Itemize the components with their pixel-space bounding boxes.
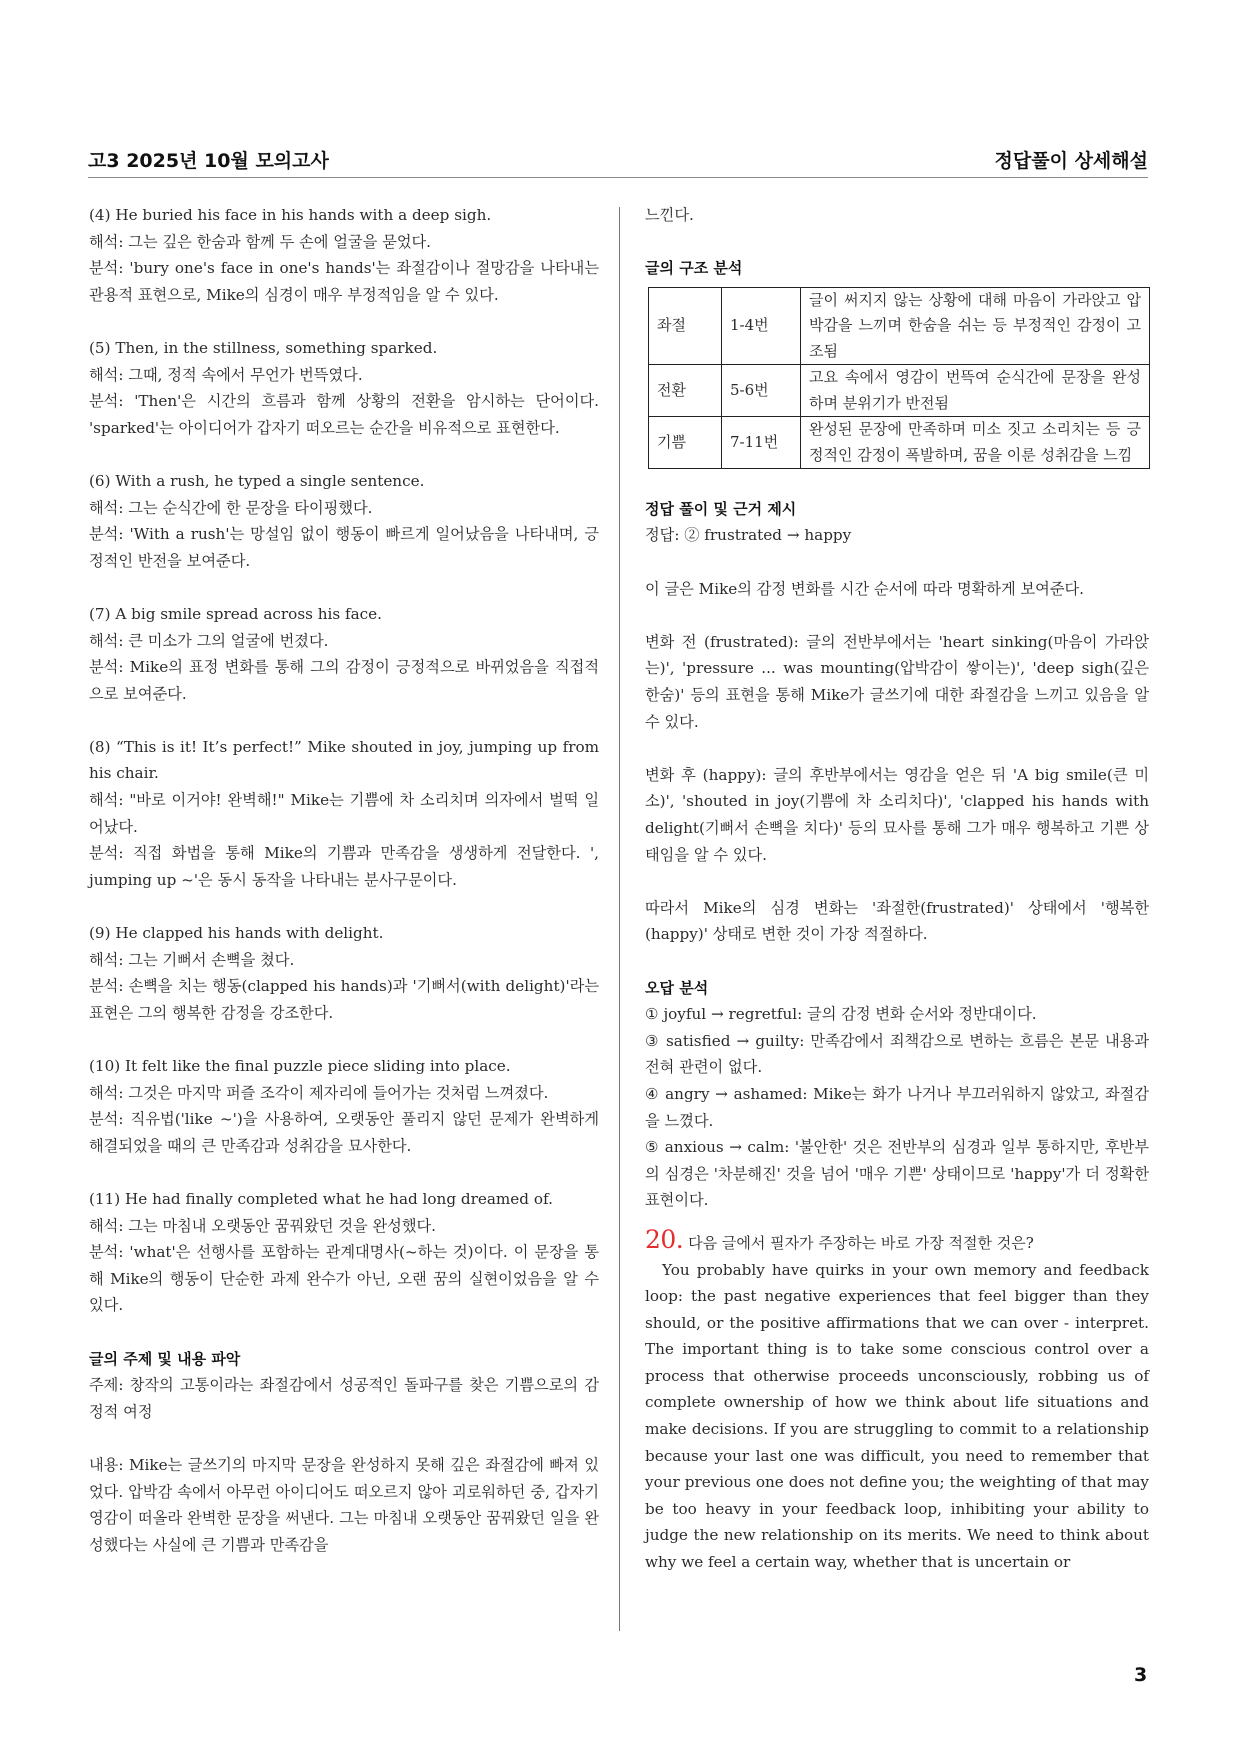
left-column <box>89 202 599 1558</box>
structure-section <box>645 255 1149 469</box>
translation: 해석: 그는 순식간에 한 문장을 타이핑했다. <box>89 498 373 517</box>
section-heading: 글의 주제 및 내용 파악 <box>89 1349 241 1368</box>
wrong-answer-item: ⑤ anxious → calm: '불안한' 것은 전반부의 심경과 일부 통하지만, 후반부의 심경은 '차분해진' 것을 넘어 '매우 기쁜' 상태이므로 'happy'가 더 정확한 표현이다. <box>645 1138 1149 1210</box>
answer-paragraph: 이 글은 Mike의 감정 변화를 시간 순서에 따라 명확하게 보여준다. <box>645 579 1084 598</box>
analysis: 분석: 'With a rush'는 망설임 없이 행동이 빠르게 일어났음을 나타내며, 긍정적인 반전을 보여준다. <box>89 525 599 570</box>
analysis: 분석: 'Then'은 시간의 흐름과 함께 상황의 전환을 암시하는 단어이다. 'sparked'는 아이디어가 갑자기 떠오르는 순간을 비유적으로 표현한다. <box>89 392 599 437</box>
sentence-block-6 <box>89 468 599 574</box>
section-heading: 글의 구조 분석 <box>645 259 743 278</box>
question-passage: You probably have quirks in your own memory and feedback loop: the past negative experiences that feel bigger than they should, or the positive affirmations that we can over - interpret. The important thing is to take some conscious control over a process that otherwise proceeds unconsciously, robbing us of complete ownership of how we think about life situations and make decisions. If you are struggling to commit to a relationship because your last one was difficult, you need to remember that your previous one does not define you; the weighting of that may be too heavy in your feedback loop, inhibiting your ability to judge the new relationship on its merits. We need to think about why we feel a certain way, whether that is uncertain or <box>645 1260 1149 1572</box>
answer-paragraph: 변화 전 (frustrated): 글의 전반부에서는 'heart sinking(마음이 가라앉는)', 'pressure ... was mounting(압박감이 쌓이는)', 'deep sigh(깊은 한숨)' 등의 표현을 통해 Mike가 글쓰기에 대한 좌절감을 느끼고 있음을 알 수 있다. <box>645 632 1149 731</box>
table-row <box>649 365 1150 417</box>
sentence-block-5 <box>89 335 599 441</box>
translation: 해석: 그것은 마지막 퍼즐 조각이 제자리에 들어가는 것처럼 느껴졌다. <box>89 1083 549 1102</box>
question-20 <box>645 1224 1149 1576</box>
analysis: 분석: 직접 화법을 통해 Mike의 기쁨과 만족감을 생생하게 전달한다. ', jumping up ~'은 동시 동작을 나타내는 분사구문이다. <box>89 844 599 889</box>
theme-text: 주제: 창작의 고통이라는 좌절감에서 성공적인 돌파구를 찾은 기쁨으로의 감정적 여정 <box>89 1376 599 1421</box>
section-heading: 정답 풀이 및 근거 제시 <box>645 499 797 518</box>
translation: 해석: 그는 마침내 오랫동안 꿈꿔왔던 것을 완성했다. <box>89 1216 437 1235</box>
stage-cell: 기쁨 <box>649 417 722 469</box>
wrong-answer-item: ③ satisfied → guilty: 만족감에서 죄책감으로 변하는 흐름은 본문 내용과 전혀 관련이 없다. <box>645 1031 1149 1077</box>
english-sentence: (8) “This is it! It’s perfect!” Mike shouted in joy, jumping up from his chair. <box>89 737 599 783</box>
english-sentence: (6) With a rush, he typed a single sentence. <box>89 471 425 490</box>
header-divider <box>88 177 1148 178</box>
range-cell: 1-4번 <box>722 287 801 365</box>
page-number: 3 <box>1134 1664 1148 1686</box>
correct-answer: 정답: ② frustrated → happy <box>645 526 852 545</box>
exam-title: 고3 2025년 10월 모의고사 <box>88 150 329 172</box>
stage-cell: 좌절 <box>649 287 722 365</box>
translation: 해석: "바로 이거야! 완벽해!" Mike는 기쁨에 차 소리치며 의자에서 벌떡 일어났다. <box>89 791 599 836</box>
english-sentence: (5) Then, in the stillness, something sparked. <box>89 338 438 357</box>
translation: 해석: 그때, 정적 속에서 무언가 번뜩였다. <box>89 365 363 384</box>
analysis: 분석: 손뼉을 치는 행동(clapped his hands)과 '기뻐서(with delight)'라는 표현은 그의 행복한 감정을 강조한다. <box>89 977 599 1022</box>
analysis: 분석: 직유법('like ~')을 사용하여, 오랫동안 풀리지 않던 문제가 완벽하게 해결되었을 때의 큰 만족감과 성취감을 묘사한다. <box>89 1110 599 1155</box>
answer-paragraph: 따라서 Mike의 심경 변화는 '좌절한(frustrated)' 상태에서 '행복한(happy)' 상태로 변한 것이 가장 적절하다. <box>645 898 1149 944</box>
table-row <box>649 287 1150 365</box>
translation: 해석: 그는 깊은 한숨과 함께 두 손에 얼굴을 묻었다. <box>89 232 431 251</box>
stage-cell: 전환 <box>649 365 722 417</box>
english-sentence: (11) He had finally completed what he had long dreamed of. <box>89 1189 553 1208</box>
structure-table <box>648 287 1150 470</box>
analysis: 분석: 'bury one's face in one's hands'는 좌절감이나 절망감을 나타내는 관용적 표현으로, Mike의 심경이 매우 부정적임을 알 수 있다. <box>89 259 599 304</box>
range-cell: 7-11번 <box>722 417 801 469</box>
answer-paragraph: 변화 후 (happy): 글의 후반부에서는 영감을 얻은 뒤 'A big smile(큰 미소)', 'shouted in joy(기쁨에 차 소리치다)', 'clapped his hands with delight(기뻐서 손뼉을 치다)' 등의 묘사를 통해 그가 매우 행복하고 기쁜 상태임을 알 수 있다. <box>645 765 1149 864</box>
question-header <box>645 1224 1149 1257</box>
section-heading: 오답 분석 <box>645 978 709 997</box>
continued-text: 느낀다. <box>645 206 694 224</box>
translation: 해석: 큰 미소가 그의 얼굴에 번졌다. <box>89 631 329 650</box>
description-cell: 글이 써지지 않는 상황에 대해 마음이 가라앉고 압박감을 느끼며 한숨을 쉬는 등 부정적인 감정이 고조됨 <box>801 287 1150 365</box>
english-sentence: (7) A big smile spread across his face. <box>89 604 382 623</box>
analysis: 분석: Mike의 표정 변화를 통해 그의 감정이 긍정적으로 바뀌었음을 직접적으로 보여준다. <box>89 658 599 703</box>
sentence-block-4 <box>89 202 599 308</box>
theme-section <box>89 1346 599 1559</box>
sentence-block-10 <box>89 1053 599 1159</box>
section-title: 정답풀이 상세해설 <box>994 150 1148 172</box>
column-divider <box>619 207 620 1631</box>
question-prompt: 다음 글에서 필자가 주장하는 바로 가장 적절한 것은? <box>688 1233 1034 1252</box>
wrong-answer-item: ④ angry → ashamed: Mike는 화가 나거나 부끄러워하지 않았고, 좌절감을 느꼈다. <box>645 1084 1149 1130</box>
english-sentence: (10) It felt like the final puzzle piece sliding into place. <box>89 1057 511 1075</box>
question-number: 20. <box>645 1224 684 1254</box>
sentence-block-7 <box>89 601 599 707</box>
description-cell: 완성된 문장에 만족하며 미소 짓고 소리치는 등 긍정적인 감정이 폭발하며, 꿈을 이룬 성취감을 느낌 <box>801 417 1150 469</box>
english-sentence: (9) He clapped his hands with delight. <box>89 924 384 943</box>
sentence-block-11 <box>89 1186 599 1319</box>
range-cell: 5-6번 <box>722 365 801 417</box>
right-column <box>645 202 1149 1576</box>
wrong-answer-item: ① joyful → regretful: 글의 감정 변화 순서와 정반대이다. <box>645 1005 1037 1024</box>
answer-section <box>645 496 1149 948</box>
sentence-block-8 <box>89 734 599 894</box>
description-cell: 고요 속에서 영감이 번뜩여 순식간에 문장을 완성하며 분위기가 반전됨 <box>801 365 1150 417</box>
translation: 해석: 그는 기뻐서 손뼉을 쳤다. <box>89 950 295 969</box>
sentence-block-9 <box>89 920 599 1026</box>
table-row <box>649 417 1150 469</box>
analysis: 분석: 'what'은 선행사를 포함하는 관계대명사(~하는 것)이다. 이 문장을 통해 Mike의 행동이 단순한 과제 완수가 아닌, 오랜 꿈의 실현이었음을 알 수 있다. <box>89 1243 599 1315</box>
english-sentence: (4) He buried his face in his hands with a deep sigh. <box>89 206 492 224</box>
wrong-answer-section <box>645 975 1149 1214</box>
content-summary: 내용: Mike는 글쓰기의 마지막 문장을 완성하지 못해 깊은 좌절감에 빠져 있었다. 압박감 속에서 아무런 아이디어도 떠오르지 않아 괴로워하던 중, 갑자기 영감이 떠올라 완벽한 문장을 써낸다. 그는 마침내 오랫동안 꿈꿔왔던 일을 완성했다는 사실에 큰 기쁨과 만족감을 <box>89 1455 599 1554</box>
